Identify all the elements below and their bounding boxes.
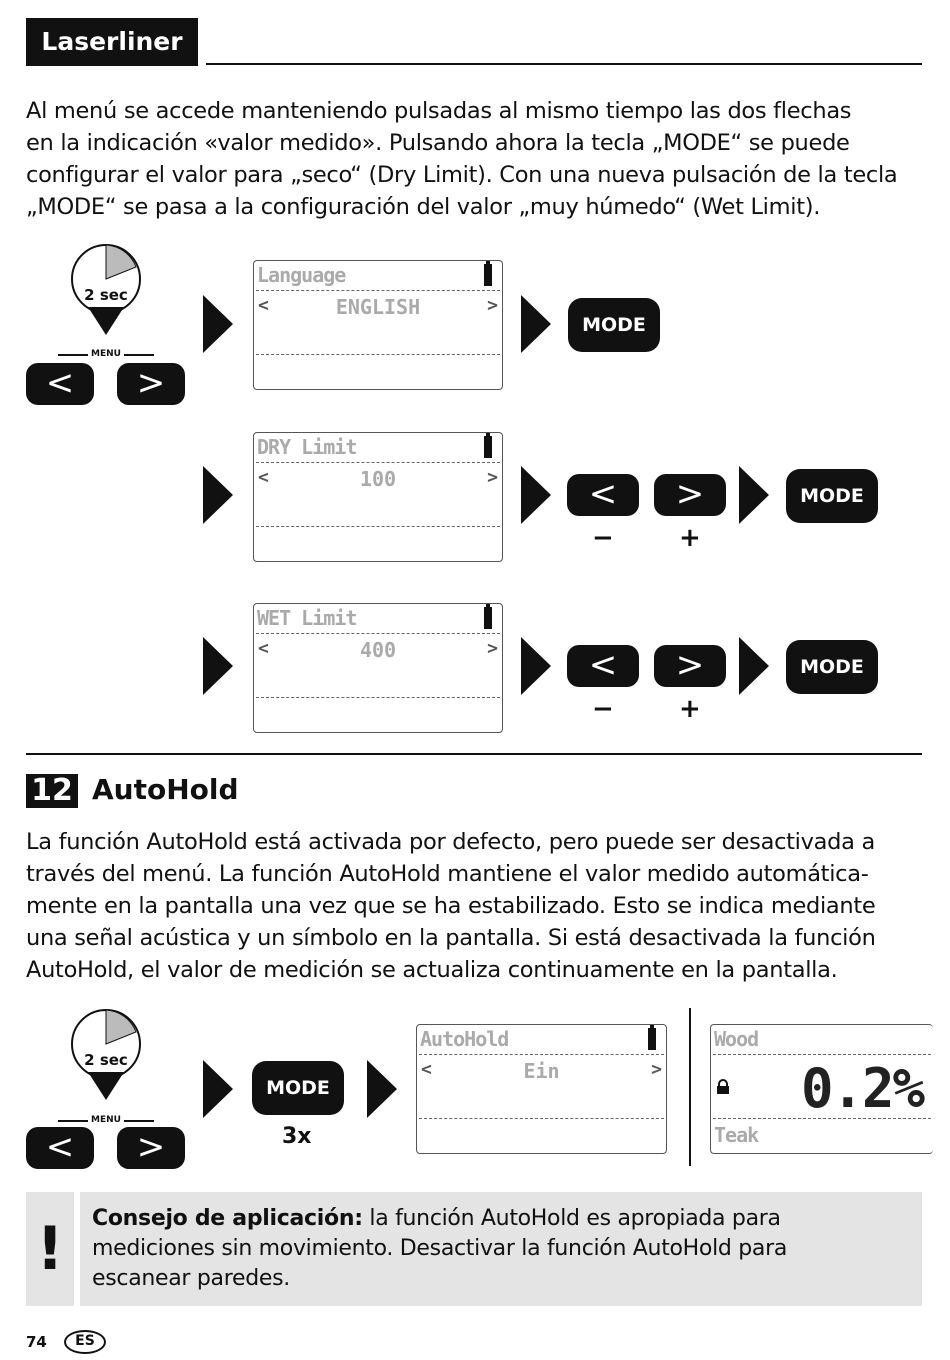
press-count: 3x [282,1124,312,1149]
timer-icon [66,243,146,337]
lcd-divider [256,462,500,463]
autohold-line: mente en la pantalla una vez que se ha estabilizado. Esto se indica mediante [26,893,876,919]
step-arrow-icon [521,295,551,353]
section-rule [26,753,922,755]
lcd-left-chevron-icon: < [258,638,269,659]
lcd-title: WET Limit [257,606,357,630]
lcd-left-chevron-icon: < [258,295,269,316]
decrease-button[interactable]: < [567,645,639,687]
lcd-wood-screen [710,1024,933,1154]
lcd-divider [713,1054,931,1055]
intro-line: „MODE“ se pasa a la configuración del valor „muy húmedo“ (Wet Limit). [26,194,821,220]
timer-label: 2 sec [84,1051,128,1069]
step-arrow-icon [739,637,769,695]
lcd-language-screen [253,260,503,390]
battery-icon [484,436,492,458]
right-arrow-button[interactable]: > [117,1127,185,1169]
lcd-right-chevron-icon: > [487,295,498,316]
lcd-title: DRY Limit [257,435,357,459]
battery-icon [484,264,492,286]
plus-label: + [679,694,701,724]
timer-label: 2 sec [84,286,128,304]
intro-line: en la indicación «valor medido». Pulsando ahora la tecla „MODE“ se puede [26,130,850,156]
lcd-autohold-screen [416,1024,667,1154]
menu-label: MENU [88,349,124,359]
lcd-divider [256,697,500,698]
lcd-wet-limit-screen [253,603,503,733]
step-arrow-icon [367,1060,397,1118]
language-badge: ES [64,1330,106,1354]
section-number: 12 [26,774,78,808]
increase-button[interactable]: > [654,645,726,687]
lcd-right-chevron-icon: > [651,1059,662,1080]
wood-material: Teak [714,1123,759,1147]
tip-text: escanear paredes. [92,1266,290,1291]
left-arrow-button[interactable]: < [26,363,94,405]
tip-heading: Consejo de aplicación: [92,1206,363,1231]
mode-button[interactable]: MODE [786,469,878,523]
tip-marker [26,1192,74,1306]
exclamation-icon: ! [36,1214,64,1284]
lcd-value: 100 [359,467,397,491]
decrease-button[interactable]: < [567,474,639,516]
battery-icon [648,1028,656,1050]
mode-button[interactable]: MODE [252,1061,344,1115]
autohold-line: AutoHold, el valor de medición se actualiza continuamente en la pantalla. [26,957,838,983]
lcd-right-chevron-icon: > [487,467,498,488]
lcd-title: Language [257,263,346,287]
autohold-line: La función AutoHold está activada por defecto, pero puede ser desactivada a [26,829,875,855]
lcd-value: Ein [523,1059,560,1083]
lcd-divider [256,526,500,527]
step-arrow-icon [521,466,551,524]
intro-paragraph [26,95,926,223]
right-arrow-button[interactable]: > [117,363,185,405]
step-arrow-icon [203,1060,233,1118]
timer-icon [66,1008,146,1102]
header-rule [206,63,922,65]
lcd-divider [419,1054,664,1055]
battery-icon [484,607,492,629]
autohold-paragraph [26,826,926,986]
autohold-line: una señal acústica y un símbolo en la pantalla. Si está desactivada la función [26,925,876,951]
step-arrow-icon [521,637,551,695]
brand-logo: Laserliner [26,18,198,66]
vertical-divider [689,1008,691,1166]
section-title: AutoHold [92,773,239,806]
intro-line: configurar el valor para „seco“ (Dry Limit). Con una nueva pulsación de la tecla [26,162,898,188]
mode-button[interactable]: MODE [568,298,660,352]
wood-reading: 0.2% [801,1057,924,1120]
lcd-value: 400 [359,638,397,662]
autohold-line: través del menú. La función AutoHold mantiene el valor medido automática- [26,861,869,887]
menu-label: MENU [88,1115,124,1125]
plus-label: + [679,523,701,553]
step-arrow-icon [203,637,233,695]
tip-box [80,1192,922,1306]
page-number: 74 [26,1333,47,1351]
lock-icon [715,1079,731,1095]
lcd-value: ENGLISH [335,295,421,319]
intro-line: Al menú se accede manteniendo pulsadas al mismo tiempo las dos flechas [26,98,852,124]
lcd-left-chevron-icon: < [258,467,269,488]
lcd-right-chevron-icon: > [487,638,498,659]
minus-label: − [592,694,614,724]
lcd-left-chevron-icon: < [421,1059,432,1080]
lcd-title: AutoHold [420,1027,509,1051]
tip-text: mediciones sin movimiento. Desactivar la función AutoHold para [92,1236,788,1261]
minus-label: − [592,523,614,553]
lcd-dry-limit-screen [253,432,503,562]
lcd-divider [419,1118,664,1119]
mode-button[interactable]: MODE [786,640,878,694]
step-arrow-icon [739,466,769,524]
step-arrow-icon [203,295,233,353]
increase-button[interactable]: > [654,474,726,516]
lcd-divider [256,290,500,291]
lcd-title: Wood [714,1027,759,1051]
lcd-divider [256,633,500,634]
left-arrow-button[interactable]: < [26,1127,94,1169]
tip-text: la función AutoHold es apropiada para [362,1206,781,1231]
lcd-divider [256,354,500,355]
step-arrow-icon [203,466,233,524]
lcd-divider [713,1118,931,1119]
